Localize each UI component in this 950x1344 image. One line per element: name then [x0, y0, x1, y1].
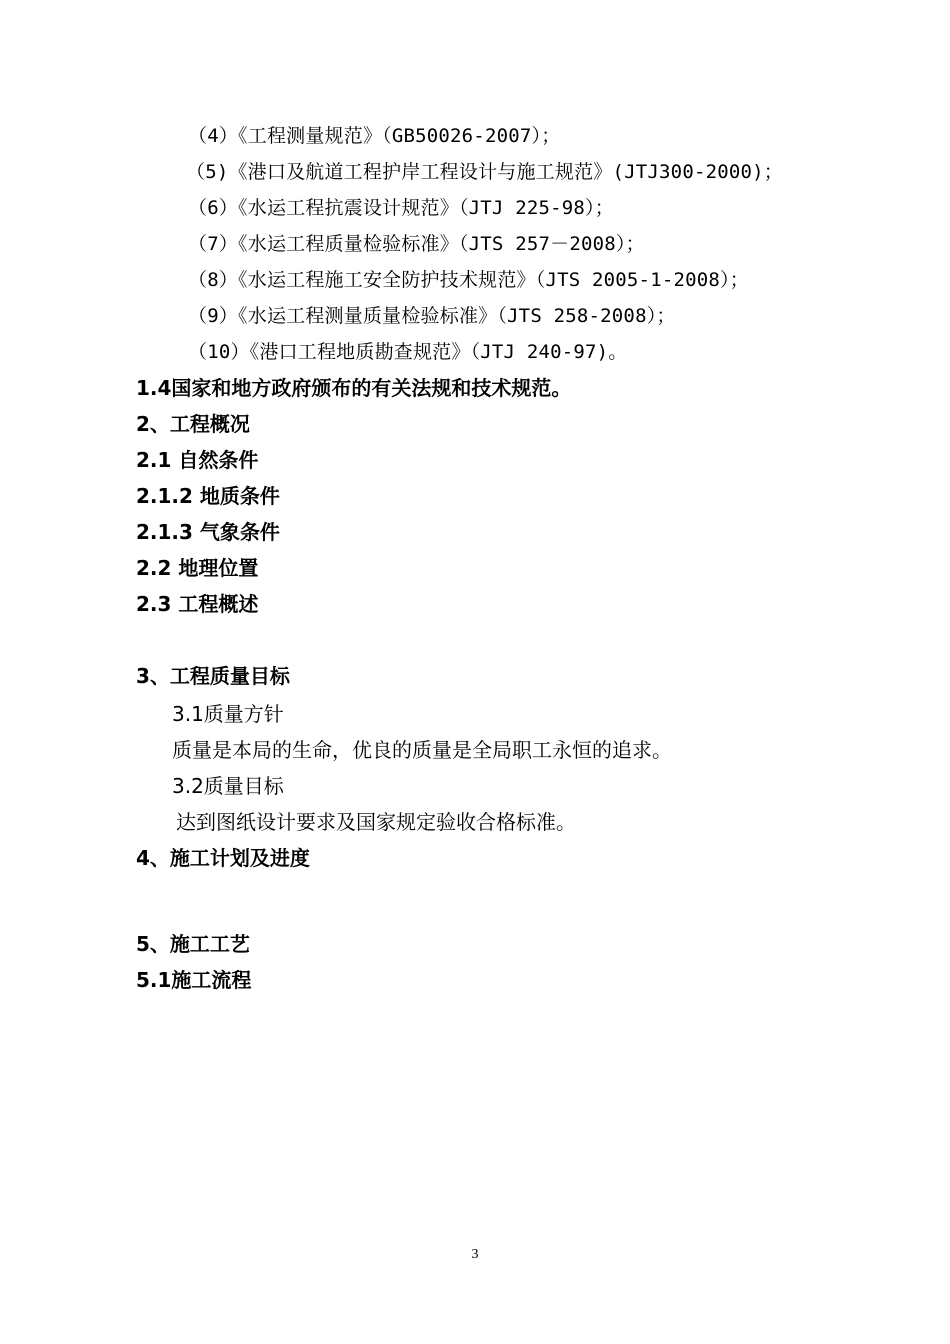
reference-item-10: （10）《港口工程地质勘查规范》（JTJ 240-97)。 [188, 341, 628, 363]
section-heading-5: 5、施工工艺 [136, 932, 250, 956]
section-heading-2-2: 2.2 地理位置 [136, 556, 259, 580]
section-heading-2: 2、工程概况 [136, 412, 250, 436]
page-number: 3 [471, 1247, 479, 1262]
reference-item-7: （7）《水运工程质量检验标准》（JTS 257－2008）； [188, 233, 645, 255]
section-heading-5-1: 5.1施工流程 [136, 968, 252, 992]
section-heading-2-3: 2.3 工程概述 [136, 592, 259, 616]
quality-policy-text: 质量是本局的生命，优良的质量是全局职工永恒的追求。 [172, 738, 672, 762]
reference-item-9: （9）《水运工程测量质量检验标准》（JTS 258-2008）； [188, 305, 676, 327]
section-heading-3: 3、工程质量目标 [136, 664, 290, 688]
section-heading-2-1-3: 2.1.3 气象条件 [136, 520, 280, 544]
reference-item-8: （8）《水运工程施工安全防护技术规范》（JTS 2005-1-2008）； [188, 269, 749, 291]
quality-policy-title: 3.1质量方针 [172, 702, 284, 726]
section-heading-2-1-2: 2.1.2 地质条件 [136, 484, 280, 508]
quality-target-text: 达到图纸设计要求及国家规定验收合格标准。 [176, 810, 576, 834]
section-heading-1-4: 1.4国家和地方政府颁布的有关法规和技术规范。 [136, 376, 572, 400]
section-heading-2-1: 2.1 自然条件 [136, 448, 259, 472]
reference-item-4: （4）《工程测量规范》（GB50026-2007）； [188, 125, 561, 147]
reference-item-6: （6）《水运工程抗震设计规范》（JTJ 225-98）； [188, 197, 614, 219]
section-heading-4: 4、施工计划及进度 [136, 846, 310, 870]
reference-item-5: （5)《港口及航道工程护岸工程设计与施工规范》(JTJ300-2000)； [186, 161, 783, 183]
quality-target-title: 3.2质量目标 [172, 774, 284, 798]
